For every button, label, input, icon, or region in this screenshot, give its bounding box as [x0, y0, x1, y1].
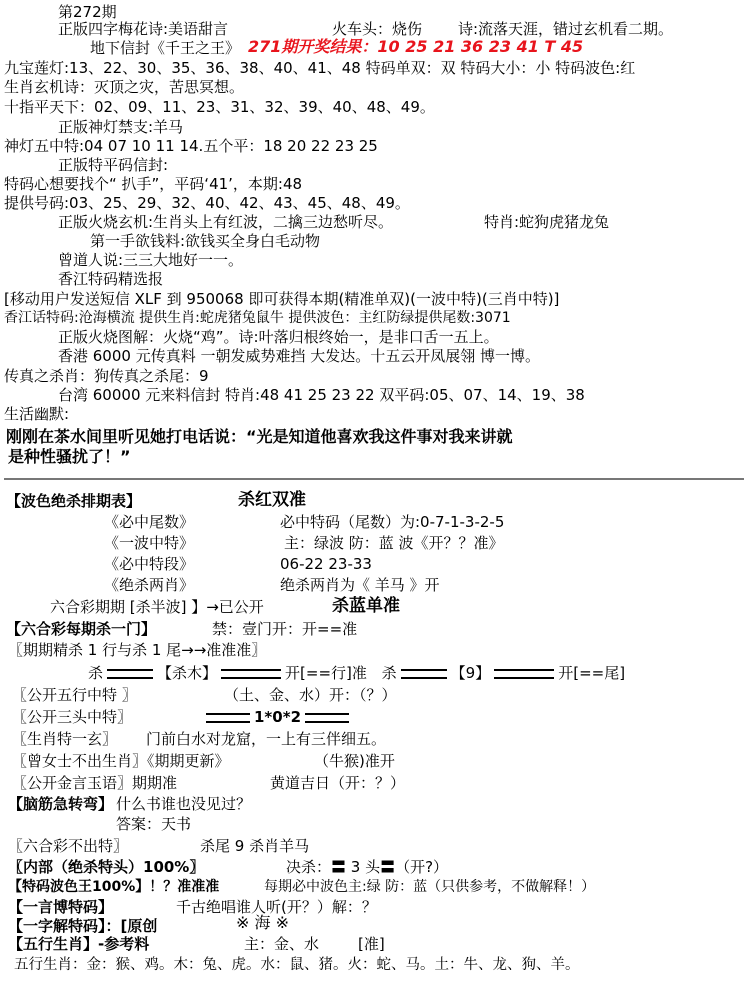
five-elements-value: （土、金、水）开：（？）: [224, 686, 397, 704]
miss-zeng-label: 〖曾女士不出生肖〗《期期更新》: [12, 752, 230, 770]
kill-door-label: 【六合彩每期杀一门】: [6, 620, 157, 638]
inner-kill-value: 决杀：〓 3 头〓（开?）: [286, 858, 449, 876]
kill-two-value: 绝杀两肖为《 羊马 》开: [280, 576, 440, 594]
divider: [4, 478, 744, 480]
underground-envelope: 地下信封《千王之王》: [90, 39, 241, 57]
one-word-label: 【一言博特码】: [8, 898, 114, 916]
lamp-five-line: 神灯五中特:04 07 10 11 14.五个平：18 20 22 23 25: [4, 137, 378, 155]
kill-word: 杀: [381, 664, 397, 682]
equal-bar: [494, 669, 554, 679]
wave-king-label: 【特码波色王100%】！？准准准: [8, 879, 220, 895]
half-wave-label: 六合彩期期 [杀半波] 】→已公开: [50, 598, 264, 616]
ten-fingers-line: 十指平天下：02、09、11、23、31、32、39、40、48、49。: [4, 98, 435, 116]
five-elements-label: 〖公开五行中特 〗: [12, 686, 137, 704]
provided-numbers: 提供号码:03、25、29、32、40、42、43、45、48、49。: [4, 194, 410, 212]
open-tail: 开[==尾]: [558, 664, 626, 682]
five-elements-zodiac-list: 五行生肖：金：猴、鸡。木：兔、虎。水：鼠、猪。火：蛇、马。土：牛、龙、狗、羊。: [14, 957, 580, 973]
kill-row-title: 〖期期精杀 1 行与杀 1 尾→→准准准〗: [8, 641, 267, 659]
no-special-label: 〖六合彩不出特〗: [8, 837, 129, 855]
sms-notice: [移动用户发送短信 XLF 到 950068 即可获得本期(精准单双)(一波中特)(三肖中特)]: [4, 290, 560, 308]
one-char-label: 【一字解特码】：[原创: [8, 917, 158, 935]
color-kill-title: 【波色绝杀排期表】: [6, 492, 142, 510]
equal-bar: [401, 669, 447, 679]
five-zodiac-label: 【五行生肖】-参考料: [8, 935, 150, 953]
zodiac-mystery-value: 门前白水对龙窟，一上有三伴细五。: [146, 730, 387, 748]
fax-kill: 传真之杀肖：狗传真之杀尾：9: [4, 367, 209, 385]
inner-kill-label: 〖内部（绝杀特头）100%〗: [8, 858, 205, 876]
riddle-question: 什么书谁也没见过？: [116, 795, 252, 813]
one-char-value: ※ 海 ※: [236, 913, 289, 932]
humor-text-2: 是种性骚扰了！”: [8, 447, 131, 466]
one-word-value: 千古绝唱谁人听(开？）解：？: [176, 898, 377, 916]
three-heads-label: 〖公开三头中特〗: [12, 708, 133, 726]
three-heads-row: [202, 708, 353, 726]
five-zodiac-accurate: [准]: [358, 935, 385, 953]
segment-value: 06-22 23-33: [280, 555, 372, 573]
open-element: 开[==行]准: [285, 664, 367, 682]
tail-value: 必中特码（尾数）为:0-7-1-3-2-5: [280, 513, 505, 531]
equal-bar: [221, 669, 281, 679]
taiwan-envelope: 台湾 60000 元来料信封 特肖:48 41 25 23 22 双平码:05、07、14、19、38: [58, 386, 585, 404]
miss-zeng-value: （牛猴)准开: [314, 752, 395, 770]
fire-diagram: 正版火烧图解：火烧“鸡”。诗:叶落归根终始一，是非口舌一五上。: [58, 328, 499, 346]
color-kill-result: 杀红双准: [238, 490, 306, 510]
no-special-value: 杀尾 9 杀肖羊马: [200, 837, 310, 855]
humor-title: 生活幽默:: [4, 405, 70, 423]
five-zodiac-main: 主：金、水: [244, 935, 320, 953]
train-head: 火车头：烧伤: [332, 20, 423, 38]
hongkong-words-line: 香江话特码:沧海横流 提供生肖:蛇虎猪兔鼠牛 提供波色：主红防绿提供尾数:3071: [4, 310, 511, 326]
half-wave-result: 杀蓝单准: [332, 596, 400, 616]
wave-value: 主：绿波 防：蓝 波《开？？准》: [284, 534, 504, 552]
equal-bar: [305, 713, 349, 723]
fax-hongkong: 香港 6000 元传真料 一朝发威势难挡 大发达。十五云开凤展翎 博一博。: [58, 347, 541, 365]
envelope-title: 正版特平码信封:: [58, 156, 169, 174]
three-heads-value: 1*0*2: [254, 708, 301, 726]
issue-number: 第272期: [58, 3, 117, 21]
kill-two-label: 《绝杀两肖》: [104, 576, 195, 594]
golden-words-value: 黄道吉日（开：？）: [270, 774, 406, 792]
kill-row: [88, 664, 625, 682]
kill-word: 杀: [88, 664, 104, 682]
kill-element: 【杀木】: [157, 664, 218, 682]
special-zodiacs: 特肖:蛇狗虎猪龙兔: [484, 213, 610, 231]
special-code-line: 特码心想要找个“ 扒手”，平码‘41’，本期:48: [4, 175, 303, 193]
kill-tail: 【9】: [450, 664, 491, 682]
riddle-answer: 答案：天书: [116, 815, 192, 833]
equal-bar: [206, 713, 250, 723]
master-says: 曾道人说:三三大地好一一。: [58, 251, 244, 269]
segment-label: 《必中特段》: [104, 555, 195, 573]
lamp-forbidden: 正版神灯禁支:羊马: [58, 118, 184, 136]
golden-words-label: 〖公开金言玉语〗期期准: [12, 774, 178, 792]
first-hand-line: 第一手欲钱料:欲钱买全身白毛动物: [90, 232, 321, 250]
kill-door-value: 禁：壹门开：开==准: [212, 620, 358, 638]
tail-label: 《必中尾数》: [104, 513, 195, 531]
fire-mystery: 正版火烧玄机:生肖头上有红波，二擒三边愁听尽。: [58, 213, 394, 231]
poem-line: 诗:流落天涯，错过玄机看二期。: [458, 20, 674, 38]
nine-lotus-line: 九宝莲灯:13、22、30、35、36、38、40、41、48 特码单双：双 特码大小：小 特码波色:红: [4, 59, 636, 77]
selection-title: 香江特码精选报: [58, 270, 164, 288]
equal-bar: [107, 669, 153, 679]
zodiac-riddle: 生肖玄机诗：灭顶之灾，苦思冥想。: [4, 78, 245, 96]
riddle-label: 【脑筋急转弯】: [8, 795, 114, 813]
wave-king-value: 每期必中波色主:绿 防：蓝（只供参考，不做解释！）: [264, 879, 596, 895]
zodiac-mystery-label: 〖生肖特一玄〗: [12, 730, 118, 748]
previous-draw-result: 271期开奖结果：10 25 21 36 23 41 T 45: [248, 37, 584, 56]
wave-label: 《一波中特》: [104, 534, 195, 552]
humor-text-1: 刚刚在茶水间里听见她打电话说：“光是知道他喜欢我这件事对我来讲就: [6, 427, 513, 446]
plum-poem: 正版四字梅花诗:美语甜言: [58, 20, 229, 38]
